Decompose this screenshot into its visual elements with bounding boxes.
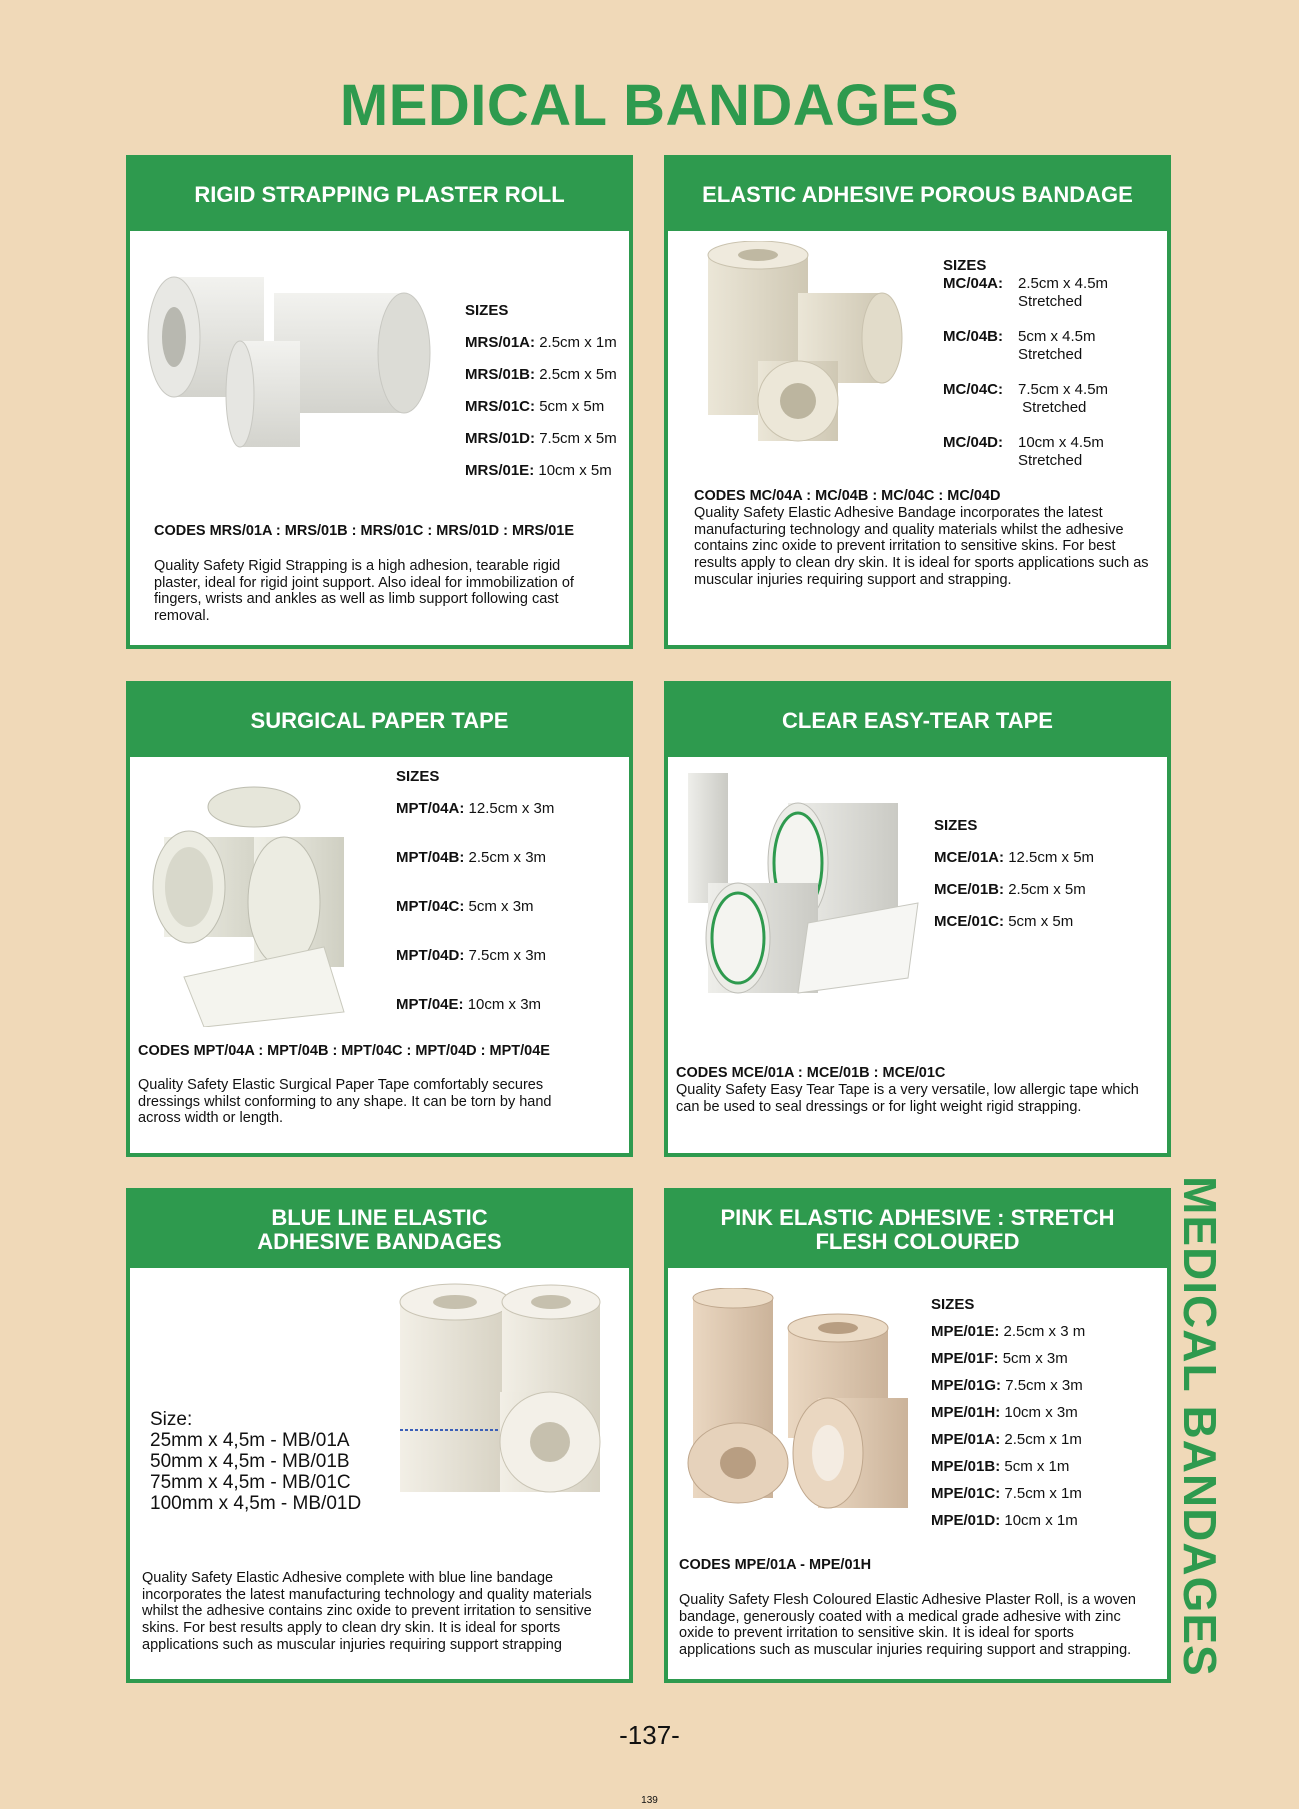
size-row — [943, 328, 1108, 364]
size-row — [931, 1458, 1085, 1476]
size-row — [934, 849, 1094, 867]
size-row — [943, 275, 1108, 311]
sizes-header: SIZES — [931, 1296, 975, 1313]
size-value: 5cm x 1m — [1004, 1458, 1070, 1475]
size-row — [931, 1431, 1085, 1449]
size-code: MPE/01B: — [931, 1458, 1001, 1475]
size-code: MPE/01D: — [931, 1512, 1001, 1529]
product-codes: CODES MPE/01A - MPE/01H — [679, 1557, 872, 1573]
size-value: 10cm x 3m — [1004, 1404, 1078, 1421]
product-description: Quality Safety Rigid Strapping is a high adhesion, tearable rigid plaster, ideal for rigid joint support. Also ideal for immobilization of fingers, wrists and ankles as well as limb support following cast removal. — [154, 558, 574, 625]
size-value — [1018, 275, 1108, 311]
sizes-list — [934, 817, 1094, 931]
size-dimension: 2.5cm x 4.5m — [1018, 275, 1109, 292]
sizes-list — [943, 257, 1108, 470]
size-code: MCE/01C: — [934, 913, 1005, 930]
size-code: MC/04B: — [943, 328, 1004, 345]
size-row — [931, 1350, 1085, 1368]
size-row: 25mm x 4,5m - MB/01A — [150, 1429, 350, 1451]
size-note: Stretched — [1018, 346, 1083, 363]
panel-title — [668, 1192, 1167, 1268]
size-value: 2.5cm x 5m — [539, 366, 617, 383]
size-row — [934, 913, 1094, 931]
size-code: MRS/01D: — [465, 430, 536, 447]
panel-title-line1: BLUE LINE ELASTIC — [271, 1204, 488, 1230]
size-value: 7.5cm x 5m — [539, 430, 617, 447]
size-code: MPT/04C: — [396, 898, 465, 915]
panel-title: RIGID STRAPPING PLASTER ROLL — [130, 159, 629, 231]
panel-blue-line-elastic — [126, 1188, 633, 1683]
size-value: 5cm x 3m — [1002, 1350, 1068, 1367]
size-value: 2.5cm x 5m — [1008, 881, 1086, 898]
size-value: 10cm x 1m — [1004, 1512, 1078, 1529]
sizes-list — [396, 768, 554, 1014]
size-value: 2.5cm x 1m — [1004, 1431, 1082, 1448]
size-row: 100mm x 4,5m - MB/01D — [150, 1492, 362, 1514]
size-row — [465, 398, 617, 416]
size-code: MPE/01E: — [931, 1323, 1000, 1340]
size-value: 5cm x 5m — [1008, 913, 1074, 930]
size-row — [931, 1377, 1085, 1395]
size-code: MCE/01B: — [934, 881, 1005, 898]
sizes-list — [465, 302, 617, 480]
size-code: MPE/01F: — [931, 1350, 999, 1367]
product-description: Quality Safety Flesh Coloured Elastic Adhesive Plaster Roll, is a woven bandage, generously coated with a medical grade adhesive with zinc oxide to prevent irritation to sensitive skin. It is ideal for sports applications such as muscular injuries requiring support and strapping. — [679, 1592, 1136, 1659]
footer-number: 139 — [641, 1795, 658, 1806]
sizes-header: Size: — [150, 1409, 193, 1430]
size-code: MPT/04A: — [396, 800, 465, 817]
size-row — [465, 430, 617, 448]
size-value: 5cm x 5m — [539, 398, 605, 415]
size-value: 5cm x 3m — [468, 898, 534, 915]
panel-rigid-strapping — [126, 155, 633, 649]
size-code: MPE/01C: — [931, 1485, 1001, 1502]
size-row — [943, 434, 1108, 470]
size-row — [396, 996, 554, 1014]
panel-title-line1: PINK ELASTIC ADHESIVE : STRETCH — [720, 1204, 1115, 1230]
product-description: Quality Safety Easy Tear Tape is a very versatile, low allergic tape which can be used to seal dressings or for light weight rigid strapping. — [676, 1082, 1139, 1115]
size-row — [465, 462, 617, 480]
size-row — [931, 1512, 1085, 1530]
size-code: MPT/04B: — [396, 849, 465, 866]
size-code: MRS/01E: — [465, 462, 535, 479]
rigid-tape-rolls-image — [144, 263, 444, 453]
size-code: MRS/01A: — [465, 334, 536, 351]
sizes-header: SIZES — [465, 302, 509, 319]
product-codes: CODES MRS/01A : MRS/01B : MRS/01C : MRS/01D : MRS/01E — [154, 523, 575, 539]
size-value — [1018, 381, 1108, 417]
size-value — [1018, 328, 1108, 364]
size-row: 75mm x 4,5m - MB/01C — [150, 1471, 351, 1493]
product-codes: CODES MC/04A : MC/04B : MC/04C : MC/04D — [694, 488, 1001, 504]
size-value: 2.5cm x 1m — [539, 334, 617, 351]
size-row — [465, 366, 617, 384]
size-dimension: 10cm x 4.5m — [1018, 434, 1104, 451]
size-value: 7.5cm x 3m — [1005, 1377, 1083, 1394]
size-value: 10cm x 3m — [467, 996, 542, 1013]
page-title: MEDICAL BANDAGES — [339, 73, 960, 138]
size-value: 10cm x 5m — [538, 462, 612, 479]
size-note: Stretched — [1018, 452, 1083, 469]
size-row — [396, 898, 554, 916]
size-value: 2.5cm x 3m — [468, 849, 547, 866]
side-title: MEDICAL BANDAGES — [1174, 1175, 1226, 1677]
sizes-header: SIZES — [943, 257, 987, 274]
paper-tape-rolls-image — [144, 777, 384, 1027]
sizes-header: SIZES — [934, 817, 978, 834]
size-code: MRS/01B: — [465, 366, 536, 383]
size-row — [465, 334, 617, 352]
panel-title — [130, 1192, 629, 1268]
product-codes: CODES MPT/04A : MPT/04B : MPT/04C : MPT/04D : MPT/04E — [138, 1043, 550, 1059]
size-row — [934, 881, 1094, 899]
product-description: Quality Safety Elastic Surgical Paper Tape comfortably secures dressings whilst conforming to any shape. It can be torn by hand across width or length. — [138, 1077, 552, 1127]
panel-title-line2: ADHESIVE BANDAGES — [257, 1229, 502, 1254]
panel-pink-elastic-adhesive — [664, 1188, 1171, 1683]
clear-tape-rolls-image — [688, 773, 938, 1013]
size-code: MCE/01A: — [934, 849, 1005, 866]
size-row — [931, 1404, 1085, 1422]
product-codes: CODES MCE/01A : MCE/01B : MCE/01C — [676, 1065, 946, 1081]
pink-elastic-rolls-image — [678, 1288, 918, 1518]
product-description: Quality Safety Elastic Adhesive Bandage incorporates the latest manufacturing technology and quality materials whilst the adhesive contains zinc oxide to prevent irritation to sensitive skins. For best results apply to clean dry skin. It is ideal for sports applications such as muscular injuries requiring support and strapping. — [694, 505, 1149, 588]
size-code: MC/04C: — [943, 381, 1004, 398]
size-row — [931, 1323, 1085, 1341]
page-number: -137- — [619, 1720, 680, 1750]
size-row — [396, 800, 554, 818]
size-value: 7.5cm x 3m — [468, 947, 547, 964]
size-code: MPE/01G: — [931, 1377, 1002, 1394]
size-value: 2.5cm x 3 m — [1003, 1323, 1086, 1340]
size-code: MPT/04E: — [396, 996, 464, 1013]
size-value: 7.5cm x 1m — [1004, 1485, 1082, 1502]
size-row — [931, 1485, 1085, 1503]
panel-title: ELASTIC ADHESIVE POROUS BANDAGE — [668, 159, 1167, 231]
size-code: MC/04A: — [943, 275, 1004, 292]
size-row: 50mm x 4,5m - MB/01B — [150, 1450, 350, 1472]
blue-line-bandage-rolls-image — [390, 1282, 620, 1502]
size-code: MPT/04D: — [396, 947, 465, 964]
size-row — [943, 381, 1108, 417]
panel-clear-easy-tear-tape — [664, 681, 1171, 1157]
panel-elastic-adhesive — [664, 155, 1171, 649]
size-row — [396, 849, 554, 867]
size-dimension: 5cm x 4.5m — [1018, 328, 1096, 345]
size-code: MC/04D: — [943, 434, 1004, 451]
sizes-header: SIZES — [396, 768, 440, 785]
product-description: Quality Safety Elastic Adhesive complete with blue line bandage incorporates the latest manufacturing technology and quality materials whilst the adhesive contains zinc oxide to prevent irritation to sensitive skins. For best results apply to clean dry skin. It is ideal for sports applications such as muscular injuries requiring support strapping — [142, 1570, 592, 1653]
size-value — [1018, 434, 1108, 470]
panel-surgical-paper-tape — [126, 681, 633, 1157]
sizes-list — [150, 1410, 361, 1514]
size-row — [396, 947, 554, 965]
size-code: MPE/01H: — [931, 1404, 1001, 1421]
size-note: Stretched — [1022, 399, 1087, 416]
size-value: 12.5cm x 5m — [1008, 849, 1095, 866]
size-note: Stretched — [1018, 293, 1083, 310]
panel-title: SURGICAL PAPER TAPE — [130, 685, 629, 757]
size-dimension: 7.5cm x 4.5m — [1018, 381, 1109, 398]
size-code: MPE/01A: — [931, 1431, 1001, 1448]
size-code: MRS/01C: — [465, 398, 536, 415]
panel-title: CLEAR EASY-TEAR TAPE — [668, 685, 1167, 757]
sizes-list — [931, 1296, 1085, 1530]
elastic-bandage-rolls-image — [698, 241, 928, 456]
panel-title-line2: FLESH COLOURED — [815, 1229, 1020, 1254]
size-value: 12.5cm x 3m — [468, 800, 555, 817]
